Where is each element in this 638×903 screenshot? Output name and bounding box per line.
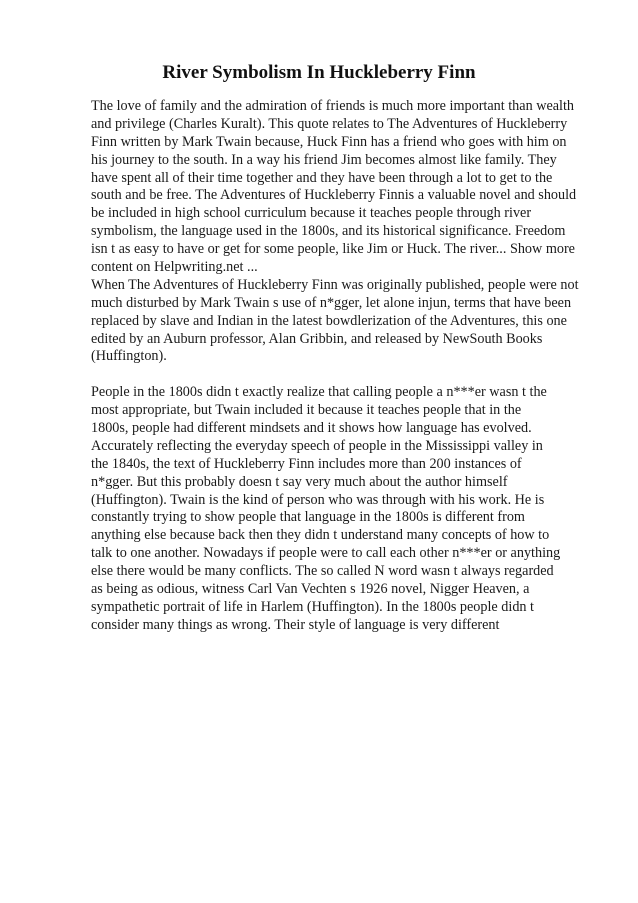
text-line: and privilege (Charles Kuralt). This quote relates to The Adventures of Huckleberry	[91, 115, 568, 132]
text-line: sympathetic portrait of life in Harlem (Huffington). In the 1800s people didn t	[91, 598, 534, 615]
text-line: Accurately reflecting the everyday speech of people in the Mississippi valley in	[91, 437, 543, 454]
paragraph-2	[91, 277, 611, 366]
paragraph-1	[91, 98, 611, 277]
text-line: be included in high school curriculum because it teaches people through river	[91, 205, 532, 222]
text-line: (Huffington). Twain is the kind of person who was through with his work. He is	[91, 491, 545, 508]
text-line: as being as odious, witness Carl Van Vechten s 1926 novel, Nigger Heaven, a	[91, 581, 530, 598]
document-title: River Symbolism In Huckleberry Finn	[162, 62, 476, 83]
paragraph-3	[91, 384, 611, 634]
document-body	[91, 98, 611, 635]
text-line: else there would be many conflicts. The so called N word wasn t always regarded	[91, 563, 554, 580]
text-line: anything else because back then they didn t understand many concepts of how to	[91, 527, 550, 544]
text-line: edited by an Auburn professor, Alan Gribbin, and released by NewSouth Books	[91, 330, 543, 347]
text-line: symbolism, the language used in the 1800s, and its historical significance. Freedom	[91, 223, 566, 240]
text-line: the 1840s, the text of Huckleberry Finn includes more than 200 instances of	[91, 455, 522, 472]
text-line: much disturbed by Mark Twain s use of n*gger, let alone injun, terms that have been	[91, 294, 572, 311]
text-line: his journey to the south. In a way his friend Jim becomes almost like family. They	[91, 151, 557, 168]
text-line: have spent all of their time together and they have been through a lot to get to the	[91, 169, 553, 186]
text-line: Finn written by Mark Twain because, Huck Finn has a friend who goes with him on	[91, 133, 567, 150]
text-line: content on Helpwriting.net ...	[91, 259, 258, 276]
text-line: People in the 1800s didn t exactly realize that calling people a n***er wasn t the	[91, 384, 547, 401]
text-line: south and be free. The Adventures of Huckleberry Finnis a valuable novel and should	[91, 187, 577, 204]
text-line: The love of family and the admiration of friends is much more important than wealth	[91, 98, 575, 114]
text-line: (Huffington).	[91, 348, 167, 365]
text-line: consider many things as wrong. Their style of language is very different	[91, 616, 500, 633]
paragraph-spacer	[91, 366, 611, 384]
text-line: 1800s, people had different mindsets and it shows how language has evolved.	[91, 420, 532, 437]
text-line: n*gger. But this probably doesn t say very much about the author himself	[91, 473, 508, 490]
text-line: constantly trying to show people that language in the 1800s is different from	[91, 509, 525, 526]
text-line: isn t as easy to have or get for some people, like Jim or Huck. The river... Show more	[91, 241, 575, 258]
text-line: most appropriate, but Twain included it because it teaches people that in the	[91, 402, 522, 419]
text-line: replaced by slave and Indian in the latest bowdlerization of the Adventures, this one	[91, 312, 567, 329]
text-line: When The Adventures of Huckleberry Finn was originally published, people were not	[91, 276, 579, 293]
text-line: talk to one another. Nowadays if people were to call each other n***er or anything	[91, 545, 561, 562]
